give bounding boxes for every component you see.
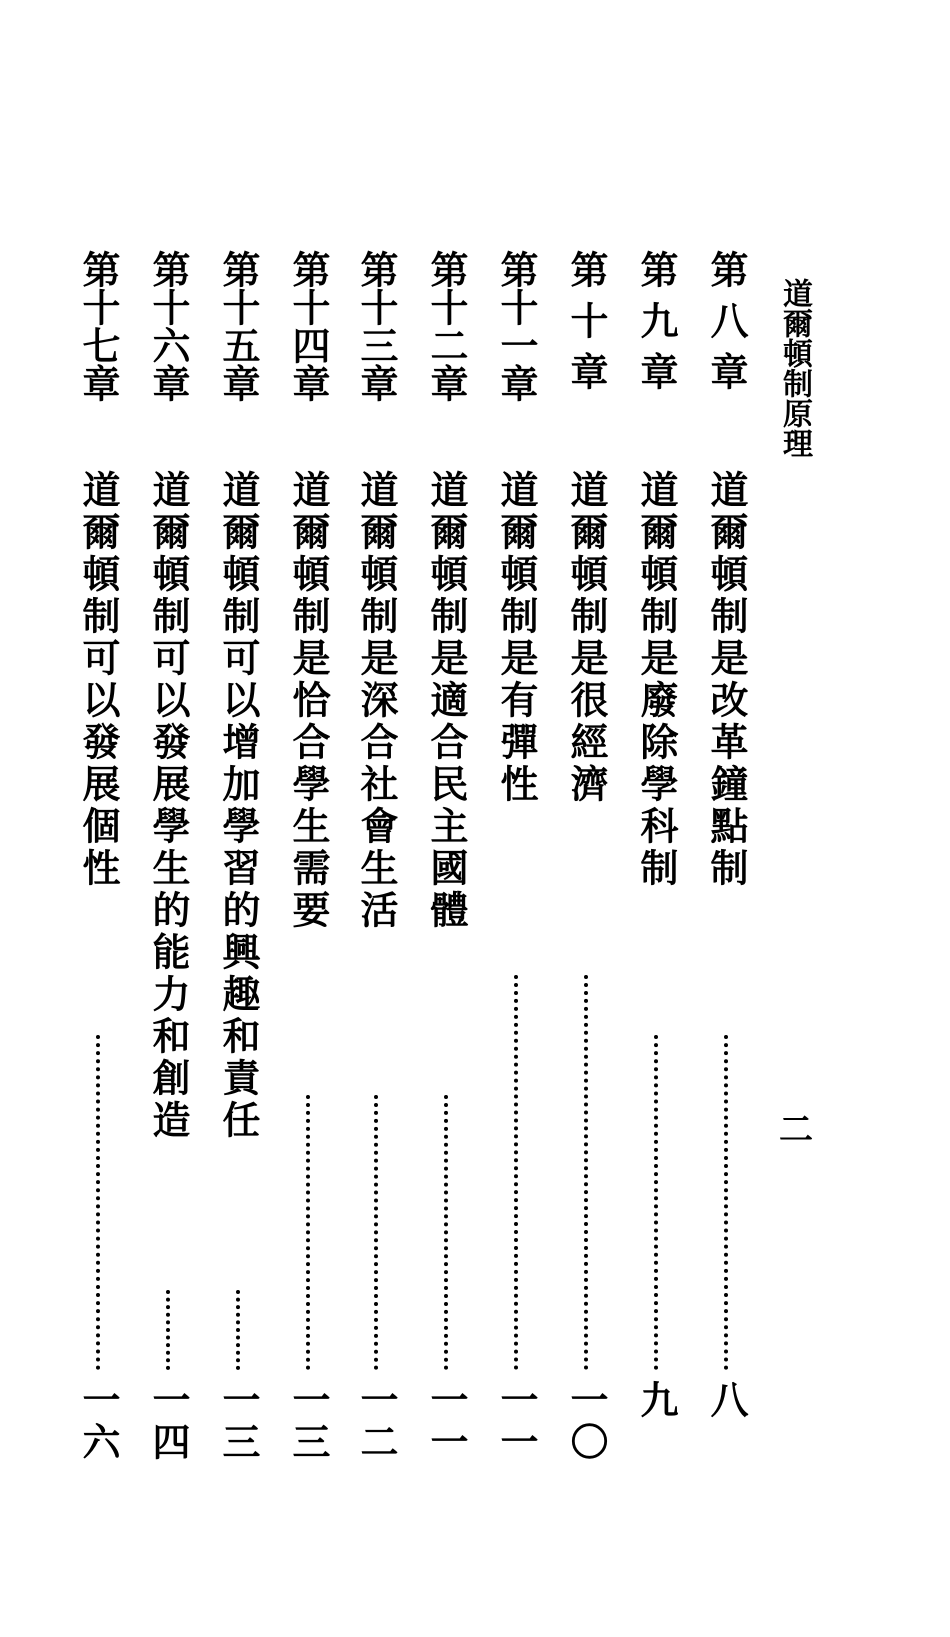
chapter-label: 第九章: [634, 250, 679, 403]
chapter-title: 道爾頓制是改革鐘點制: [704, 470, 749, 890]
chapter-title: 道爾頓制可以發展個性: [76, 470, 121, 890]
chapter-label: 第十一章: [494, 250, 539, 402]
chapter-title: 道爾頓制可以發展學生的能力和創造: [146, 470, 191, 1142]
toc-entry: [488, 250, 544, 1530]
toc-entry: [70, 250, 126, 1530]
toc-entry: [698, 250, 754, 1530]
chapter-page: 一一: [494, 1380, 539, 1464]
toc-entry: [628, 250, 684, 1530]
chapter-page: 一三: [286, 1380, 331, 1464]
chapter-title: 道爾頓制是適合民主國體: [424, 470, 469, 932]
chapter-title: 道爾頓制可以增加學習的興趣和責任: [216, 470, 261, 1142]
toc-entry: [348, 250, 404, 1530]
toc-entry: [558, 250, 614, 1530]
dot-leader: [166, 1290, 170, 1370]
chapter-label: 第十章: [564, 250, 609, 403]
dot-leader: [444, 1095, 448, 1370]
chapter-title: 道爾頓制是廢除學科制: [634, 470, 679, 890]
dot-leader: [724, 1035, 728, 1370]
running-header-title: 道爾頓制原理: [777, 278, 812, 458]
chapter-label: 第十二章: [424, 250, 469, 402]
toc-entry: [140, 250, 196, 1530]
dot-leader: [654, 1035, 658, 1370]
page-number: 二: [779, 1110, 813, 1150]
chapter-page: 一一: [424, 1380, 469, 1464]
chapter-page: 一〇: [564, 1380, 609, 1464]
dot-leader: [236, 1290, 240, 1370]
chapter-page: 一四: [146, 1380, 191, 1464]
chapter-page: 八: [704, 1380, 749, 1422]
dot-leader: [306, 1095, 310, 1370]
chapter-label: 第十三章: [354, 250, 399, 402]
chapter-label: 第十七章: [76, 250, 121, 402]
dot-leader: [584, 975, 588, 1370]
chapter-label: 第十五章: [216, 250, 261, 402]
dot-leader: [374, 1095, 378, 1370]
chapter-page: 一六: [76, 1380, 121, 1464]
dot-leader: [514, 975, 518, 1370]
toc-entry: [418, 250, 474, 1530]
chapter-title: 道爾頓制是深合社會生活: [354, 470, 399, 932]
chapter-title: 道爾頓制是恰合學生需要: [286, 470, 331, 932]
toc-entry: [280, 250, 336, 1530]
chapter-label: 第八章: [704, 250, 749, 403]
chapter-page: 一二: [354, 1380, 399, 1464]
chapter-label: 第十四章: [286, 250, 331, 402]
chapter-page: 九: [634, 1380, 679, 1422]
chapter-title: 道爾頓制是有彈性: [494, 470, 539, 806]
chapter-page: 一三: [216, 1380, 261, 1464]
chapter-label: 第十六章: [146, 250, 191, 402]
dot-leader: [96, 1035, 100, 1370]
toc-entry: [210, 250, 266, 1530]
chapter-title: 道爾頓制是很經濟: [564, 470, 609, 806]
